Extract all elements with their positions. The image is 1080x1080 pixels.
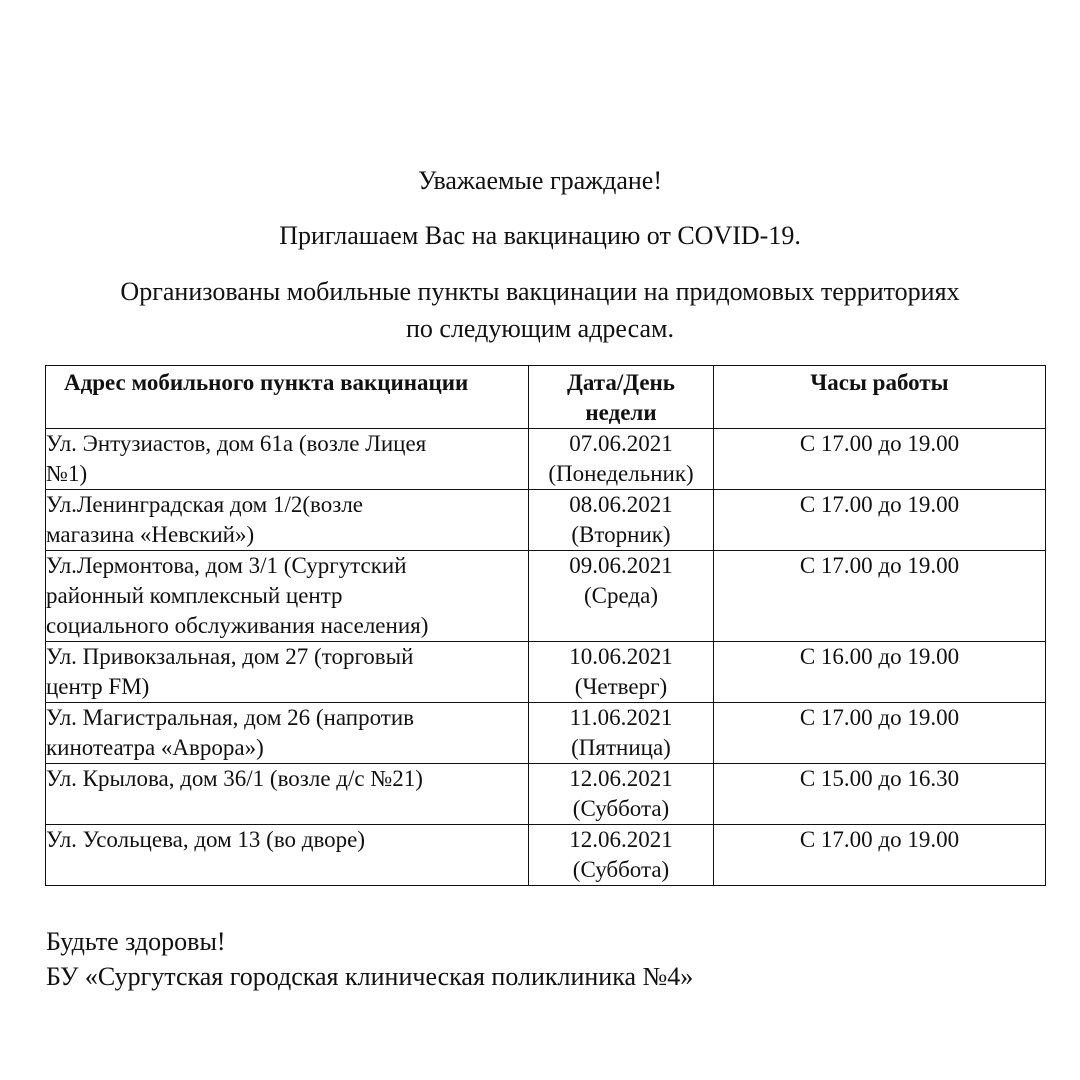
address-line: кинотеатра «Аврора») [46, 735, 264, 760]
address-cell [46, 551, 529, 642]
day-value: (Среда) [584, 583, 658, 608]
greeting: Уважаемые граждане! [417, 166, 662, 195]
address-line: центр FM) [46, 674, 150, 699]
date-cell [529, 490, 714, 551]
address-cell [46, 764, 529, 825]
organized-text-line-1: Организованы мобильные пункты вакцинации на придомовых территориях [120, 277, 960, 306]
column-header-date-line-2: недели [585, 400, 657, 425]
address-cell [46, 703, 529, 764]
vaccination-schedule-table [45, 365, 1046, 886]
table-row [46, 490, 1046, 551]
date-cell [529, 429, 714, 490]
date-value: 08.06.2021 [569, 492, 673, 517]
organization-signature: БУ «Сургутская городская клиническая поликлиника №4» [46, 962, 694, 991]
address-line: Ул.Ленинградская дом 1/2(возле [46, 492, 364, 517]
hours-cell: С 17.00 до 19.00 [714, 490, 1046, 551]
day-value: (Суббота) [572, 796, 670, 821]
date-cell [529, 764, 714, 825]
date-value: 09.06.2021 [569, 553, 673, 578]
address-line: Ул. Усольцева, дом 13 (во дворе) [46, 827, 366, 852]
date-value: 10.06.2021 [569, 644, 673, 669]
address-line: №1) [46, 461, 88, 486]
hours-cell: С 15.00 до 16.30 [714, 764, 1046, 825]
hours-cell: С 17.00 до 19.00 [714, 429, 1046, 490]
invitation-text: Приглашаем Вас на вакцинацию от COVID-19. [279, 221, 801, 250]
date-value: 07.06.2021 [569, 431, 673, 456]
date-value: 12.06.2021 [569, 827, 673, 852]
day-value: (Суббота) [572, 857, 670, 882]
address-line: Ул. Крылова, дом 36/1 (возле д/с №21) [46, 766, 423, 791]
table-row [46, 642, 1046, 703]
hours-cell: С 16.00 до 19.00 [714, 642, 1046, 703]
table-row [46, 429, 1046, 490]
date-cell [529, 551, 714, 642]
address-line: магазина «Невский») [46, 522, 255, 547]
address-cell [46, 429, 529, 490]
column-header-hours: Часы работы [714, 366, 1046, 429]
closing-wish: Будьте здоровы! [46, 927, 226, 956]
address-line: Ул.Лермонтова, дом 3/1 (Сургутский [46, 553, 407, 578]
organized-text-line-2: по следующим адресам. [406, 314, 674, 343]
hours-cell: С 17.00 до 19.00 [714, 551, 1046, 642]
column-header-date-line-1: Дата/День [567, 370, 675, 395]
table-row [46, 825, 1046, 886]
date-cell [529, 642, 714, 703]
day-value: (Пятница) [571, 735, 671, 760]
date-value: 11.06.2021 [569, 705, 673, 730]
address-line: социального обслуживания населения) [46, 613, 429, 638]
hours-cell: С 17.00 до 19.00 [714, 703, 1046, 764]
date-cell [529, 703, 714, 764]
table-header-row [46, 366, 1046, 429]
column-header-address: Адрес мобильного пункта вакцинации [46, 366, 529, 429]
table-row [46, 703, 1046, 764]
table-row [46, 764, 1046, 825]
address-line: Ул. Магистральная, дом 26 (напротив [46, 705, 414, 730]
address-line: Ул. Энтузиастов, дом 61а (возле Лицея [46, 431, 427, 456]
day-value: (Вторник) [571, 522, 671, 547]
address-line: Ул. Привокзальная, дом 27 (торговый [46, 644, 414, 669]
hours-cell: С 17.00 до 19.00 [714, 825, 1046, 886]
column-header-date [529, 366, 714, 429]
address-line: районный комплексный центр [46, 583, 343, 608]
day-value: (Четверг) [574, 674, 668, 699]
date-cell [529, 825, 714, 886]
day-value: (Понедельник) [548, 461, 694, 486]
date-value: 12.06.2021 [569, 766, 673, 791]
table-row [46, 551, 1046, 642]
address-cell [46, 825, 529, 886]
address-cell [46, 642, 529, 703]
address-cell [46, 490, 529, 551]
